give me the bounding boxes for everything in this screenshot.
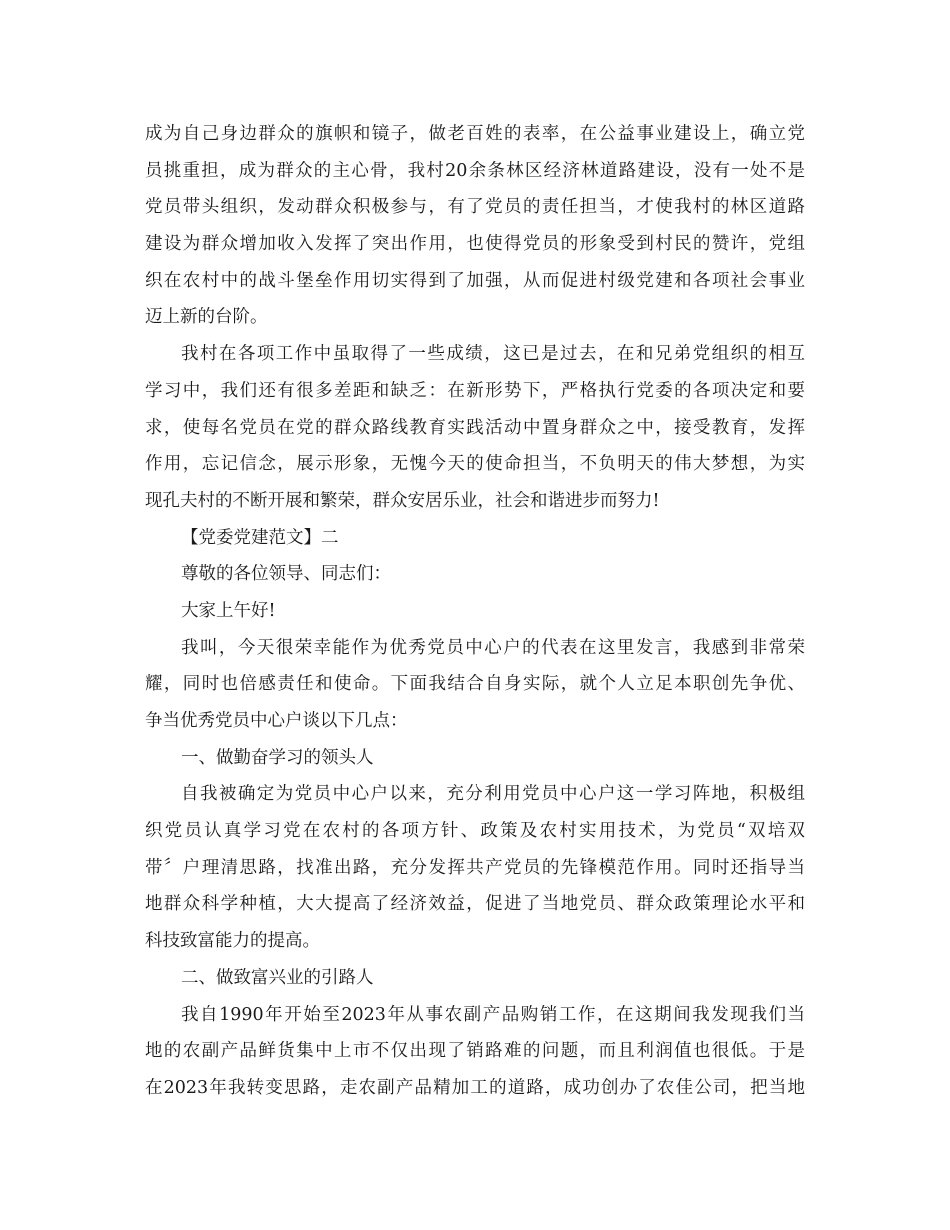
text-line: 地群众科学种植，大大提高了经济效益，促进了当地党员、群众政策理论水平和 <box>145 894 805 915</box>
paragraph <box>145 593 805 630</box>
paragraph <box>145 997 805 1107</box>
text-line: 我自1990年开始至2023年从事农副产品购销工作，在这期间我发现我们当 <box>181 1004 805 1025</box>
text-line: 织在农村中的战斗堡垒作用切实得到了加强，从而促进村级党建和各项社会事业 <box>145 270 805 291</box>
text-line: 自我被确定为党员中心户以来，充分利用党员中心户这一学习阵地，积极组 <box>181 784 805 805</box>
text-line: 建设为群众增加收入发挥了突出作用，也使得党员的形象受到村民的赞许，党组 <box>145 234 805 255</box>
text-line: 作用，忘记信念，展示形象，无愧今天的使命担当，不负明天的伟大梦想，为实 <box>145 454 805 475</box>
text-line: 现孔夫村的不断开展和繁荣，群众安居乐业，社会和谐进步而努力! <box>145 490 660 511</box>
paragraph <box>145 116 805 336</box>
text-line: 迈上新的台阶。 <box>145 307 268 328</box>
text-line: 党员带头组织，发动群众积极参与，有了党员的责任担当，才使我村的林区道路 <box>145 197 805 218</box>
text-line: 求，使每名党员在党的群众路线教育实践活动中置身群众之中，接受教育，发挥 <box>145 417 805 438</box>
paragraph <box>145 960 805 997</box>
text-line: 一、做勤奋学习的领头人 <box>181 747 374 768</box>
text-line: 科技致富能力的提高。 <box>145 931 320 952</box>
document-body <box>145 116 805 1107</box>
paragraph <box>145 740 805 777</box>
text-line: 成为自己身边群众的旗帜和镜子，做老百姓的表率，在公益事业建设上，确立党 <box>145 124 805 144</box>
paragraph <box>145 630 805 740</box>
text-line: 员挑重担，成为群众的主心骨，我村20余条林区经济林道路建设，没有一处不是 <box>145 160 805 181</box>
text-line: 学习中，我们还有很多差距和缺乏：在新形势下，严格执行党委的各项决定和要 <box>145 380 805 401</box>
paragraph <box>145 556 805 593</box>
text-line: 尊敬的各位领导、同志们： <box>181 564 391 585</box>
paragraph <box>145 336 805 519</box>
text-line: 大家上午好! <box>181 600 276 621</box>
text-line: 地的农副产品鲜货集中上市不仅出现了销路难的问题，而且利润值也很低。于是 <box>145 1041 805 1062</box>
text-line: 二、做致富兴业的引路人 <box>181 967 374 988</box>
text-line: 争当优秀党员中心户谈以下几点： <box>145 711 408 731</box>
paragraph <box>145 520 805 557</box>
text-line: 我叫，今天很荣幸能作为优秀党员中心户的代表在这里发言，我感到非常荣 <box>181 637 805 658</box>
text-line: 织党员认真学习党在农村的各项方针、政策及农村实用技术，为党员“双培双 <box>145 821 805 842</box>
text-line: 【党委党建范文】二 <box>181 527 339 548</box>
text-line: 带〞户理清思路，找准出路，充分发挥共产党员的先锋模范作用。同时还指导当 <box>145 857 805 878</box>
text-line: 耀，同时也倍感责任和使命。下面我结合自身实际，就个人立足本职创先争优、 <box>145 674 805 695</box>
paragraph <box>145 776 805 959</box>
text-line: 在2023年我转变思路，走农副产品精加工的道路，成功创办了农佳公司，把当地 <box>145 1077 805 1098</box>
text-line: 我村在各项工作中虽取得了一些成绩，这已是过去，在和兄弟党组织的相互 <box>181 344 805 365</box>
